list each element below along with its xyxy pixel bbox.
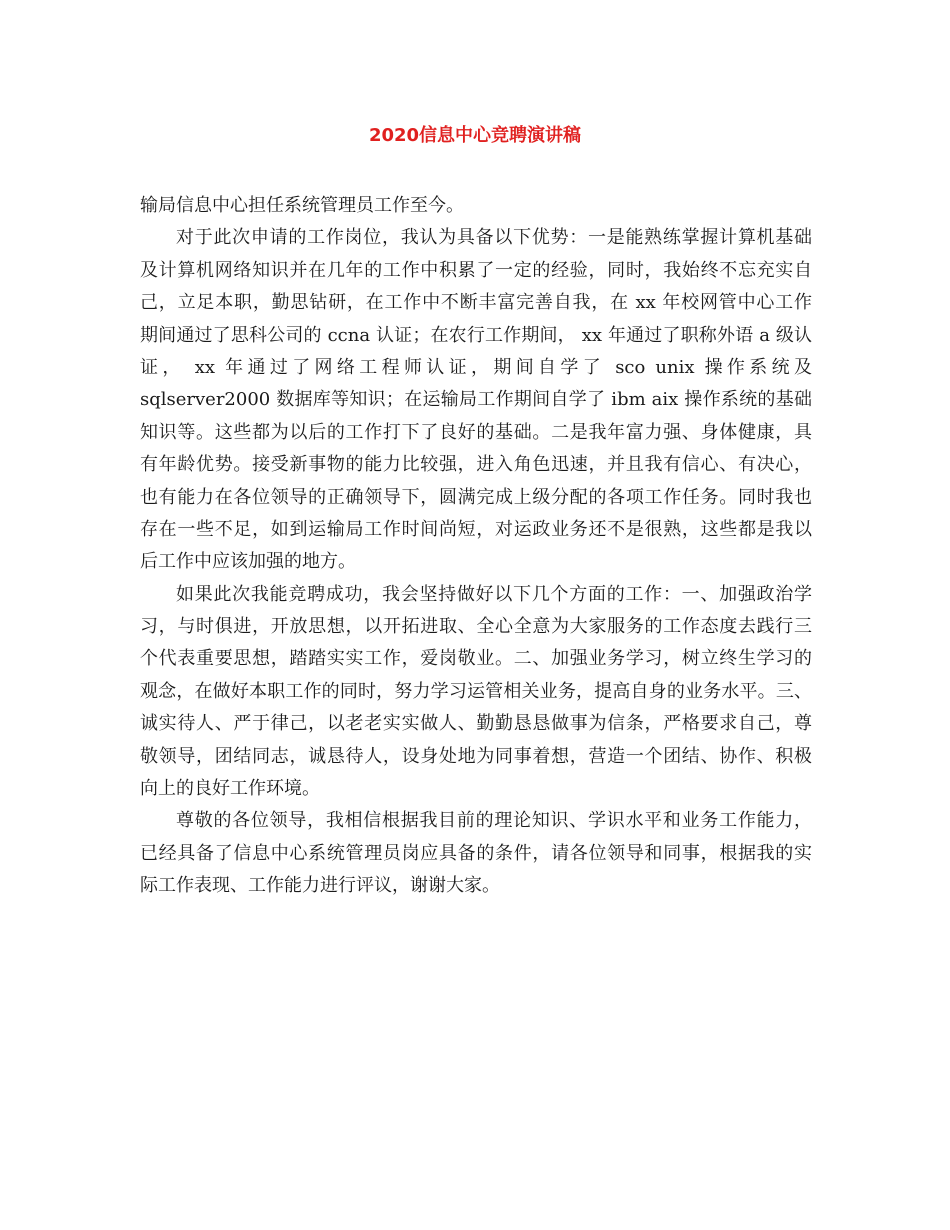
paragraph-line: 知识等。这些都为以后的工作打下了良好的基础。二是我年富力强、身体健康，具 (140, 421, 812, 443)
paragraph-line: 对于此次申请的工作岗位，我认为具备以下优势：一是能熟练掌握计算机基础 (176, 227, 812, 249)
paragraph-line: 后工作中应该加强的地方。 (140, 551, 356, 573)
paragraph-line: 向上的良好工作环境。 (140, 778, 320, 800)
paragraph-line: 诚实待人、严于律己，以老老实实做人、勤勤恳恳做事为信条，严格要求自己，尊 (140, 713, 812, 735)
paragraph-line: 习，与时俱进，开放思想，以开拓进取、全心全意为大家服务的工作态度去践行三 (140, 616, 812, 638)
document-body (140, 190, 812, 903)
paragraph-line: 及计算机网络知识并在几年的工作中积累了一定的经验，同时，我始终不忘充实自 (140, 259, 812, 281)
paragraph-line: 证， xx 年通过了网络工程师认证，期间自学了 sco unix 操作系统及 (140, 356, 812, 378)
paragraph-line: 己，立足本职，勤思钻研，在工作中不断丰富完善自我，在 xx 年校网管中心工作 (140, 292, 812, 314)
paragraph-line: 存在一些不足，如到运输局工作时间尚短，对运政业务还不是很熟，这些都是我以 (140, 518, 812, 540)
paragraph-line: 尊敬的各位领导，我相信根据我目前的理论知识、学识水平和业务工作能力， (176, 810, 812, 832)
paragraph-line: 个代表重要思想，踏踏实实工作，爱岗敬业。二、加强业务学习，树立终生学习的 (140, 648, 812, 670)
paragraph-line: 有年龄优势。接受新事物的能力比较强，进入角色迅速，并且我有信心、有决心， (140, 454, 812, 476)
paragraph-line: 敬领导，团结同志，诚恳待人，设身处地为同事着想，营造一个团结、协作、积极 (140, 745, 812, 767)
paragraph-line: 观念，在做好本职工作的同时，努力学习运管相关业务，提高自身的业务水平。三、 (140, 680, 812, 702)
paragraph-line: sqlserver2000 数据库等知识；在运输局工作期间自学了 ibm aix 操作系统的基础 (140, 389, 812, 411)
paragraph-line: 输局信息中心担任系统管理员工作至今。 (140, 195, 464, 216)
paragraph-line: 如果此次我能竞聘成功，我会坚持做好以下几个方面的工作：一、加强政治学 (176, 583, 812, 605)
document-title: 2020信息中心竞聘演讲稿 (368, 125, 582, 146)
paragraph-line: 际工作表现、工作能力进行评议，谢谢大家。 (140, 875, 500, 897)
paragraph-line: 已经具备了信息中心系统管理员岗应具备的条件，请各位领导和同事，根据我的实 (140, 842, 812, 864)
paragraph-line: 也有能力在各位领导的正确领导下，圆满完成上级分配的各项工作任务。同时我也 (140, 486, 812, 508)
paragraph-line: 期间通过了思科公司的 ccna 认证；在农行工作期间， xx 年通过了职称外语 a 级认 (140, 324, 812, 346)
